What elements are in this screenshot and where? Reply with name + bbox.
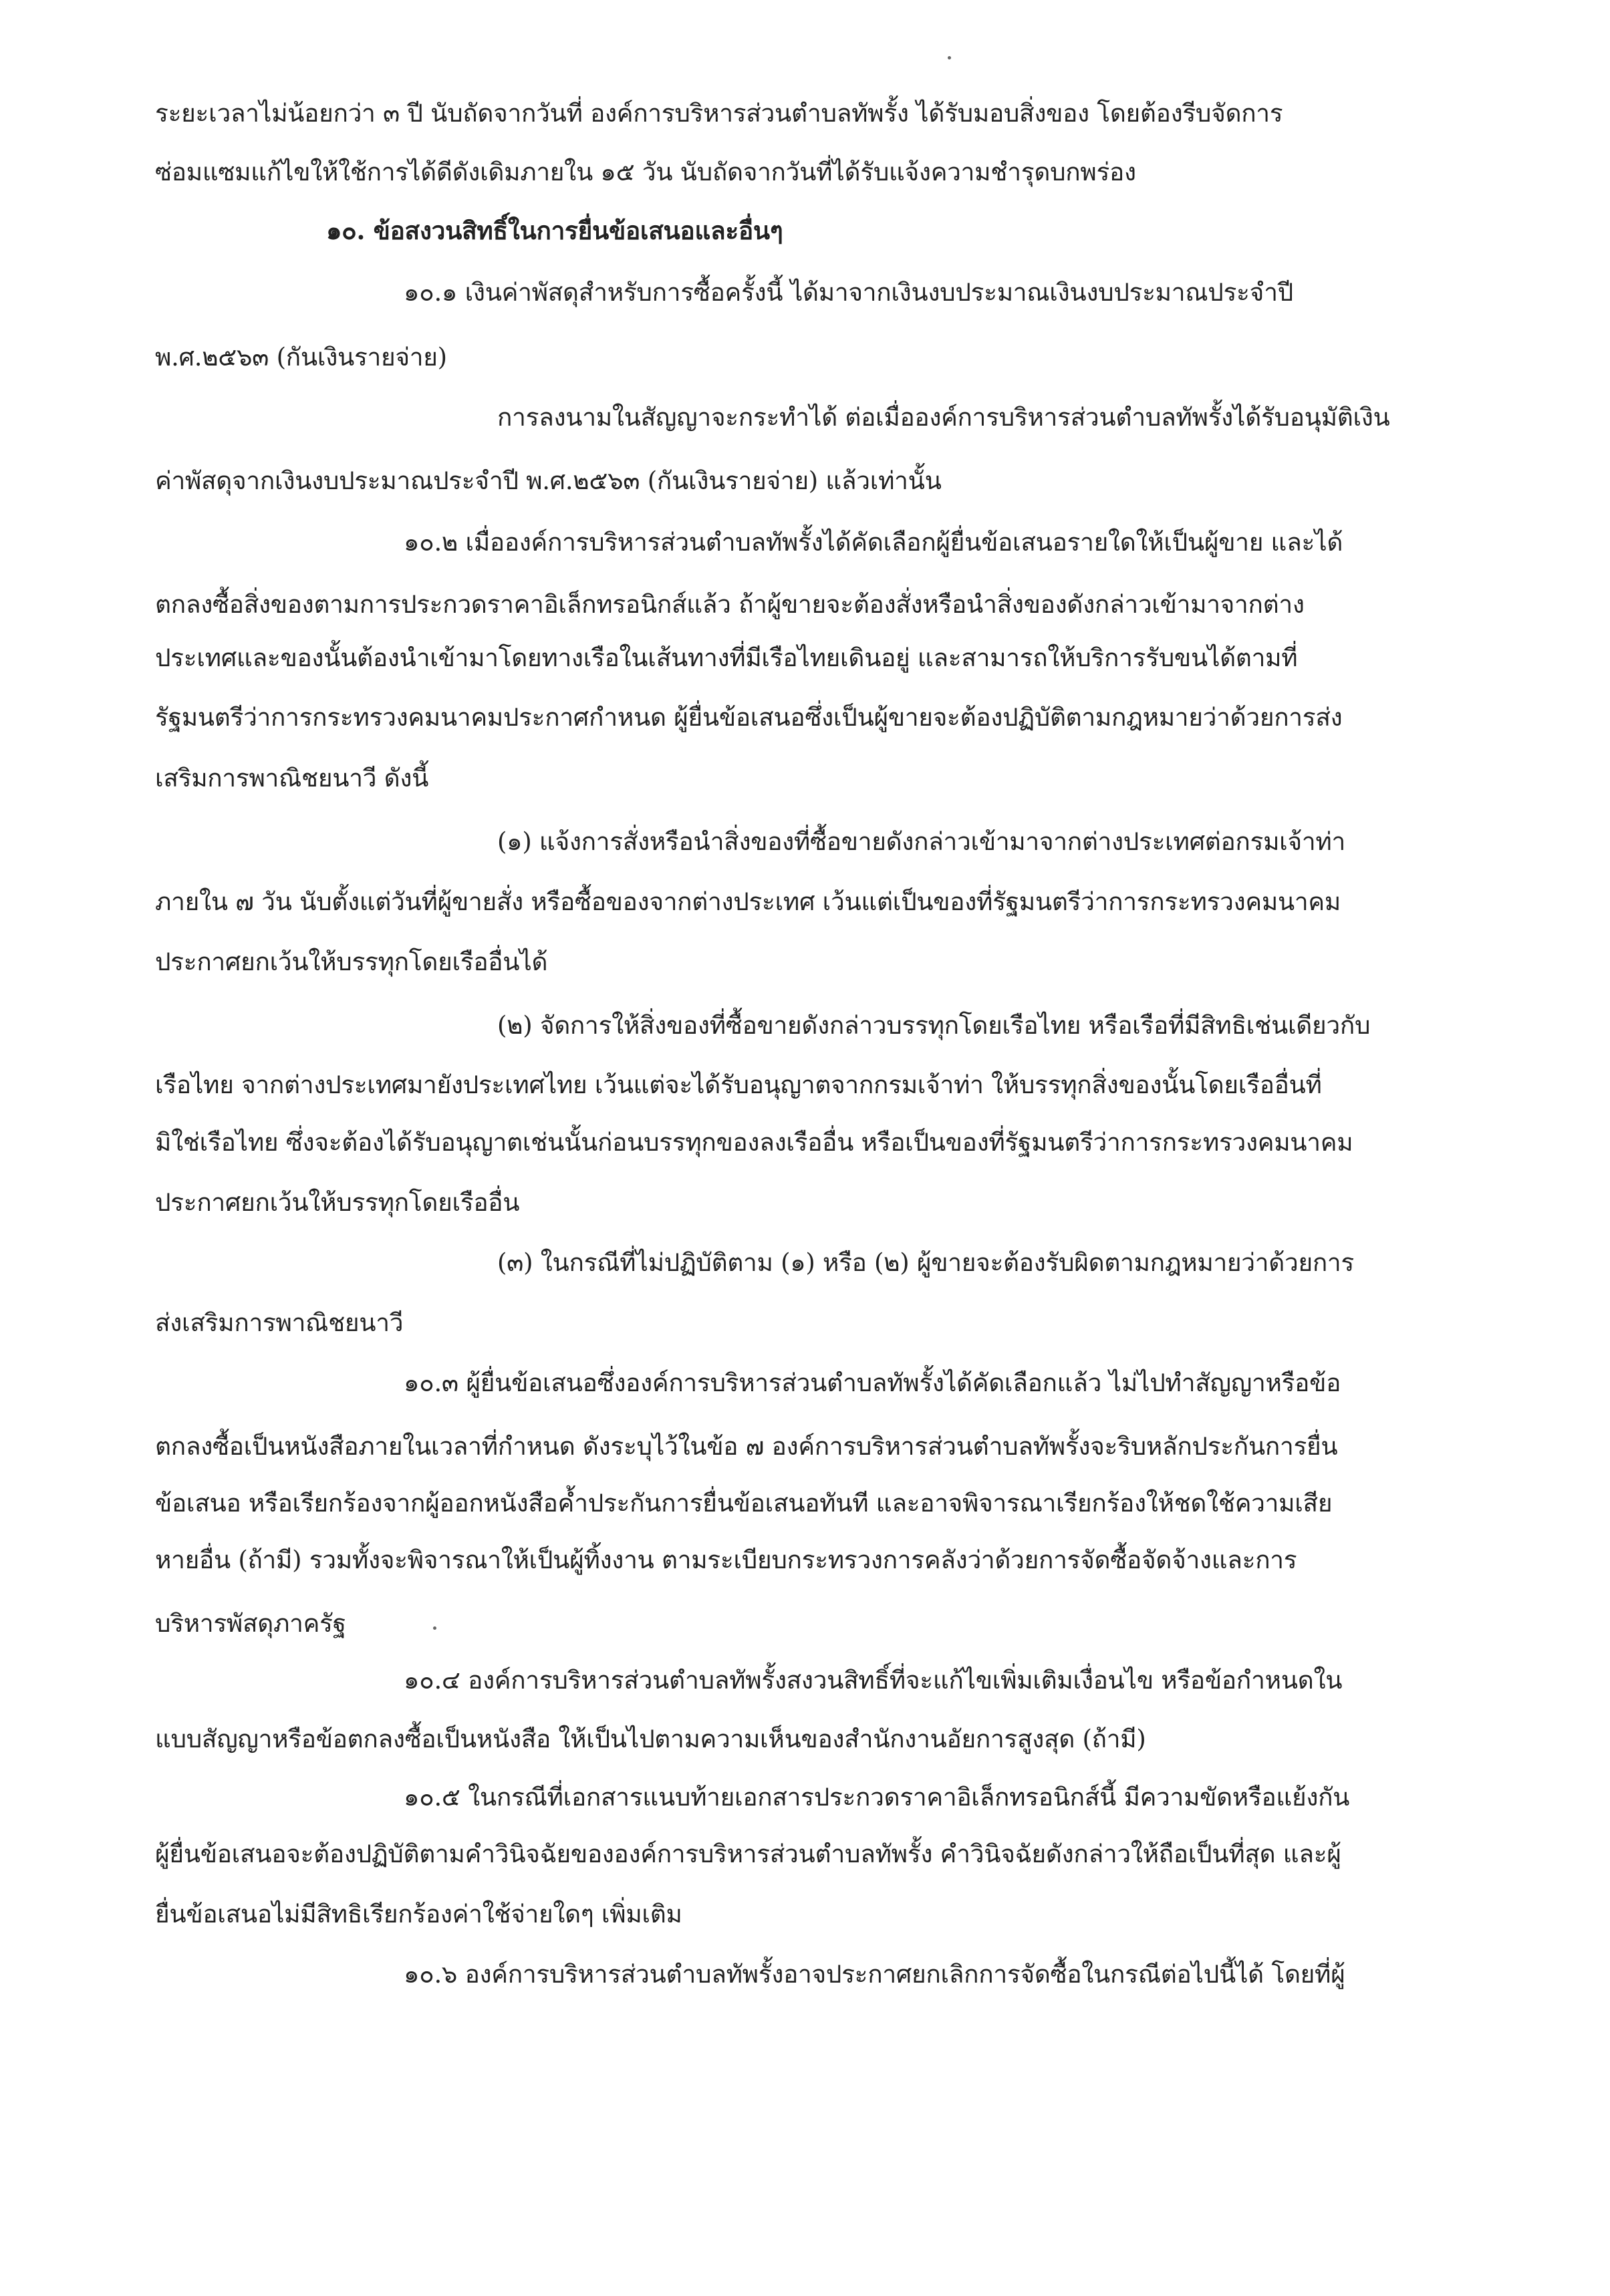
text-line: มิใช่เรือไทย ซึ่งจะต้องได้รับอนุญาตเช่นนั้นก่อนบรรทุกของลงเรืออื่น หรือเป็นของที่รัฐมนตรีว่าการกระทรวงคมนาคม <box>155 1128 1353 1157</box>
text-line: รัฐมนตรีว่าการกระทรวงคมนาคมประกาศกำหนด ผู้ยื่นข้อเสนอซึ่งเป็นผู้ขายจะต้องปฏิบัติตามกฎหมายว่าด้วยการส่ง <box>155 703 1343 732</box>
text-line: ๑๐.๕ ในกรณีที่เอกสารแนบท้ายเอกสารประกวดราคาอิเล็กทรอนิกส์นี้ มีความขัดหรือแย้งกัน <box>404 1783 1350 1812</box>
scan-speck <box>433 1626 436 1630</box>
text-line: ตกลงซื้อสิ่งของตามการประกวดราคาอิเล็กทรอนิกส์แล้ว ถ้าผู้ขายจะต้องสั่งหรือนำสิ่งของดังกล่าวเข้ามาจากต่าง <box>155 590 1305 619</box>
text-line: บริหารพัสดุภาครัฐ <box>155 1609 346 1638</box>
text-line: (๒) จัดการให้สิ่งของที่ซื้อขายดังกล่าวบรรทุกโดยเรือไทย หรือเรือที่มีสิทธิเช่นเดียวกับ <box>497 1011 1371 1040</box>
text-line: แบบสัญญาหรือข้อตกลงซื้อเป็นหนังสือ ให้เป็นไปตามความเห็นของสำนักงานอัยการสูงสุด (ถ้ามี) <box>155 1725 1146 1753</box>
text-line: ๑๐.๒ เมื่อองค์การบริหารส่วนตำบลทัพรั้งได้คัดเลือกผู้ยื่นข้อเสนอรายใดให้เป็นผู้ขาย และได้ <box>404 528 1343 557</box>
text-line: ค่าพัสดุจากเงินงบประมาณประจำปี พ.ศ.๒๕๖๓ (กันเงินรายจ่าย) แล้วเท่านั้น <box>155 466 942 495</box>
text-line: ภายใน ๗ วัน นับตั้งแต่วันที่ผู้ขายสั่ง หรือซื้อของจากต่างประเทศ เว้นแต่เป็นของที่รัฐมนตรีว่าการกระทรวงคมนาคม <box>155 887 1341 916</box>
text-line: หายอื่น (ถ้ามี) รวมทั้งจะพิจารณาให้เป็นผู้ทิ้งงาน ตามระเบียบกระทรวงการคลังว่าด้วยการจัดซื้อจัดจ้างและการ <box>155 1546 1297 1574</box>
text-line: ผู้ยื่นข้อเสนอจะต้องปฏิบัติตามคำวินิจฉัยขององค์การบริหารส่วนตำบลทัพรั้ง คำวินิจฉัยดังกล่าวให้ถือเป็นที่สุด และผู้ <box>155 1840 1341 1868</box>
text-line: ๑๐.๑ เงินค่าพัสดุสำหรับการซื้อครั้งนี้ ได้มาจากเงินงบประมาณเงินงบประมาณประจำปี <box>404 278 1293 307</box>
text-line: พ.ศ.๒๕๖๓ (กันเงินรายจ่าย) <box>155 343 447 372</box>
text-line: เสริมการพาณิชยนาวี ดังนี้ <box>155 764 429 793</box>
text-line: ซ่อมแซมแก้ไขให้ใช้การได้ดีดังเดิมภายใน ๑๕ วัน นับถัดจากวันที่ได้รับแจ้งความชำรุดบกพร่อง <box>155 158 1136 186</box>
text-line: ยื่นข้อเสนอไม่มีสิทธิเรียกร้องค่าใช้จ่ายใดๆ เพิ่มเติม <box>155 1900 682 1928</box>
text-line: ๑๐.๔ องค์การบริหารส่วนตำบลทัพรั้งสงวนสิทธิ์ที่จะแก้ไขเพิ่มเติมเงื่อนไข หรือข้อกำหนดใน <box>404 1666 1343 1695</box>
text-line: ๑๐.๖ องค์การบริหารส่วนตำบลทัพรั้งอาจประกาศยกเลิกการจัดซื้อในกรณีต่อไปนี้ได้ โดยที่ผู้ <box>404 1960 1345 1989</box>
section-heading: ๑๐. ข้อสงวนสิทธิ์ในการยื่นข้อเสนอและอื่นๆ <box>326 216 783 245</box>
text-line: ตกลงซื้อเป็นหนังสือภายในเวลาที่กำหนด ดังระบุไว้ในข้อ ๗ องค์การบริหารส่วนตำบลทัพรั้งจะริบหลักประกันการยื่น <box>155 1432 1338 1461</box>
text-line: ประกาศยกเว้นให้บรรทุกโดยเรืออื่น <box>155 1188 520 1217</box>
text-line: ข้อเสนอ หรือเรียกร้องจากผู้ออกหนังสือค้ำประกันการยื่นข้อเสนอทันที และอาจพิจารณาเรียกร้องให้ชดใช้ความเสีย <box>155 1489 1333 1518</box>
text-line: ๑๐.๓ ผู้ยื่นข้อเสนอซึ่งองค์การบริหารส่วนตำบลทัพรั้งได้คัดเลือกแล้ว ไม่ไปทำสัญญาหรือข้อ <box>404 1369 1341 1397</box>
text-line: เรือไทย จากต่างประเทศมายังประเทศไทย เว้นแต่จะได้รับอนุญาตจากกรมเจ้าท่า ให้บรรทุกสิ่งของนั้นโดยเรืออื่นที่ <box>155 1070 1322 1099</box>
text-line: (๓) ในกรณีที่ไม่ปฏิบัติตาม (๑) หรือ (๒) ผู้ขายจะต้องรับผิดตามกฎหมายว่าด้วยการ <box>497 1248 1354 1277</box>
scan-speck <box>948 56 951 59</box>
text-line: การลงนามในสัญญาจะกระทำได้ ต่อเมื่อองค์การบริหารส่วนตำบลทัพรั้งได้รับอนุมัติเงิน <box>497 403 1390 432</box>
text-line: ประกาศยกเว้นให้บรรทุกโดยเรืออื่นได้ <box>155 948 548 976</box>
text-line: ส่งเสริมการพาณิชยนาวี <box>155 1308 404 1337</box>
text-line: ประเทศและของนั้นต้องนำเข้ามาโดยทางเรือในเส้นทางที่มีเรือไทยเดินอยู่ และสามารถให้บริการรับขนได้ตามที่ <box>155 643 1298 672</box>
text-line: ระยะเวลาไม่น้อยกว่า ๓ ปี นับถัดจากวันที่ องค์การบริหารส่วนตำบลทัพรั้ง ได้รับมอบสิ่งของ โดยต้องรีบจัดการ <box>155 99 1283 128</box>
text-line: (๑) แจ้งการสั่งหรือนำสิ่งของที่ซื้อขายดังกล่าวเข้ามาจากต่างประเทศต่อกรมเจ้าท่า <box>497 827 1345 856</box>
